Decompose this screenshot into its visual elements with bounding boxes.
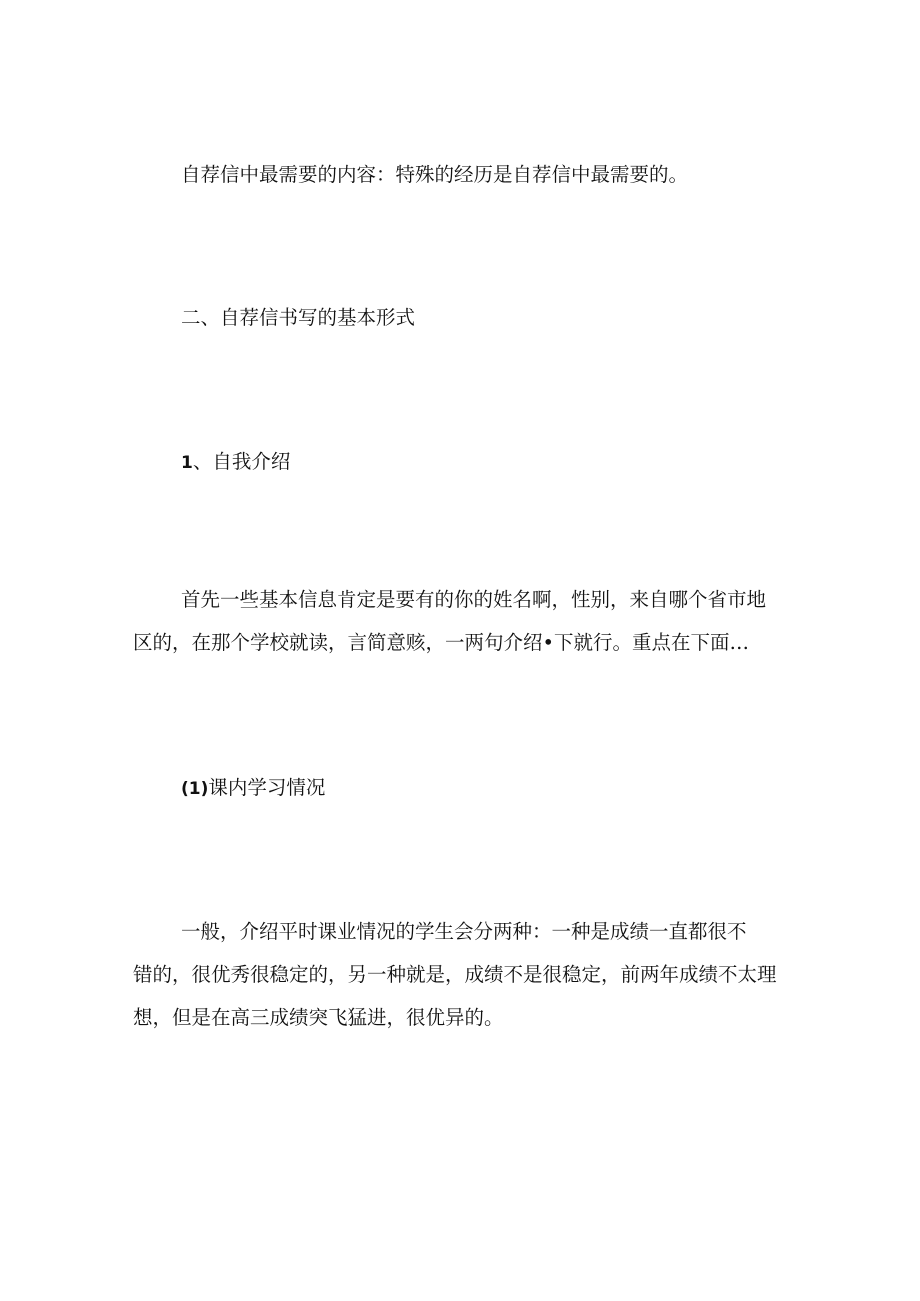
subheading-text: 课内学习情况 [208, 776, 326, 799]
subheading-self-introduction [133, 440, 773, 485]
paragraph-line: 想，但是在高三成绩突飞猛进，很优异的。 [133, 1006, 504, 1029]
subheading-number: (1) [181, 779, 209, 799]
paragraph-line: 首先一些基本信息肯定是要有的你的姓名啊，性别，来自哪个省市地 [181, 588, 767, 611]
paragraph-coursework-types [133, 910, 777, 1039]
section-heading-basic-form [133, 296, 773, 339]
paragraph-line: 区的，在那个学校就读，言简意赅，一两句介绍•下就行。重点在下面… [133, 631, 750, 654]
paragraph-text: 自荐信中最需要的内容：特殊的经历是自荐信中最需要的。 [181, 163, 689, 186]
paragraph-key-content [133, 153, 773, 196]
subheading-coursework [133, 766, 773, 811]
paragraph-basic-info [133, 578, 773, 664]
paragraph-line: 一般，介绍平时课业情况的学生会分两种：一种是成绩一直都很不 [181, 920, 747, 943]
subheading-text: 、自我介绍 [192, 450, 291, 473]
paragraph-line: 错的，很优秀很稳定的，另一种就是，成绩不是很稳定，前两年成绩不太理 [133, 963, 777, 986]
subheading-number: 1 [181, 453, 193, 473]
heading-text: 二、自荐信书写的基本形式 [181, 306, 416, 329]
